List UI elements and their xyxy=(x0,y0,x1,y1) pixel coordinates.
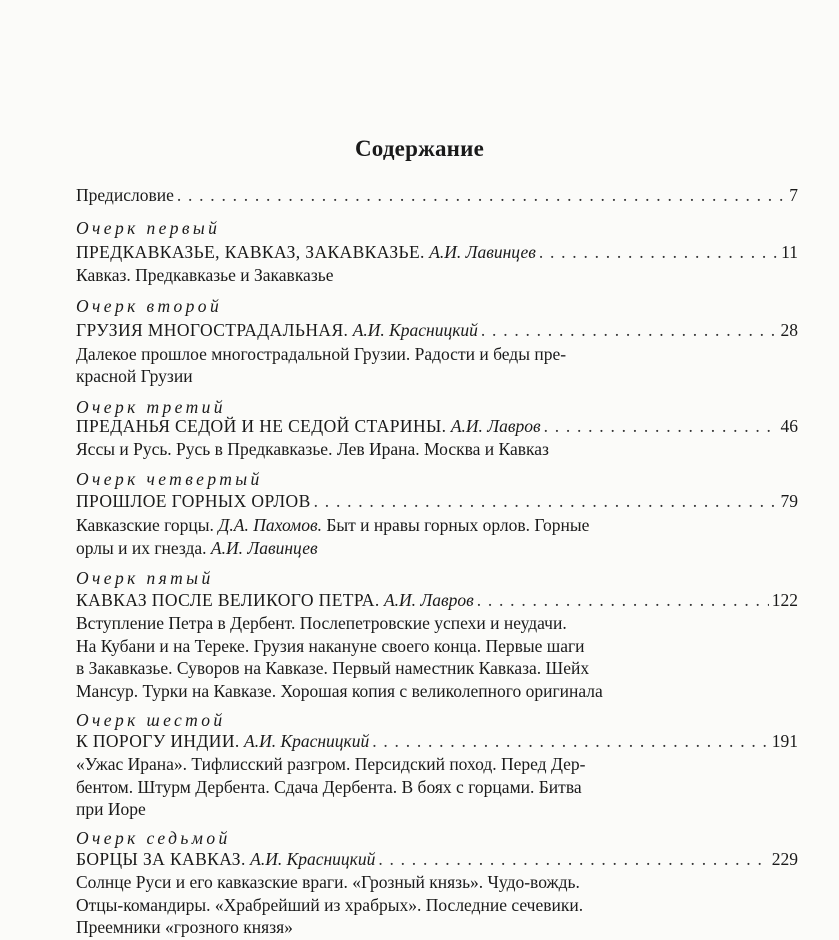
toc-entry-essay-7 xyxy=(76,847,798,871)
dot-leader xyxy=(481,318,778,342)
entry-description: бентом. Штурм Дербента. Сдача Дербента. В боях с горцами. Битва xyxy=(76,777,582,797)
essay-label: Очерк четвертый xyxy=(76,469,263,489)
page-number: 122 xyxy=(771,590,798,610)
entry-author: А.И. Лавров xyxy=(383,590,474,610)
entry-title: БОРЦЫ ЗА КАВКАЗ. xyxy=(76,849,246,869)
entry-description: в Закавказье. Суворов на Кавказе. Первый наместник Кавказа. Шейх xyxy=(76,658,590,678)
entry-description: при Иоре xyxy=(76,799,146,819)
essay-label: Очерк пятый xyxy=(76,568,214,588)
page-title: Содержание xyxy=(355,136,484,161)
entry-title: ПРЕДАНЬЯ СЕДОЙ И НЕ СЕДОЙ СТАРИНЫ. xyxy=(76,416,447,436)
entry-author: А.И. Лавров xyxy=(450,416,541,436)
entry-description: красной Грузии xyxy=(76,366,193,386)
dot-leader xyxy=(177,183,786,207)
entry-description: Вступление Петра в Дербент. Послепетровские успехи и неудачи. xyxy=(76,613,567,633)
desc-text: Кавказские горцы. xyxy=(76,515,219,535)
entry-author: А.И. Лавинцев xyxy=(210,538,318,558)
dot-leader xyxy=(372,729,769,753)
entry-author: Д.А. Пахомов. xyxy=(218,515,322,535)
entry-description: Кавказ. Предкавказье и Закавказье xyxy=(76,265,334,285)
page-number: 229 xyxy=(771,849,798,869)
entry-title: КАВКАЗ ПОСЛЕ ВЕЛИКОГО ПЕТРА. xyxy=(76,590,380,610)
entry-title: ПРЕДКАВКАЗЬЕ, КАВКАЗ, ЗАКАВКАЗЬЕ. xyxy=(76,242,425,262)
entry-description: На Кубани и на Тереке. Грузия накануне своего конца. Первые шаги xyxy=(76,636,585,656)
entry-author: А.И. Красницкий xyxy=(352,320,478,340)
entry-description: Мансур. Турки на Кавказе. Хорошая копия с великолепного оригинала xyxy=(76,681,603,701)
dot-leader xyxy=(544,414,778,438)
page-number: 46 xyxy=(780,416,798,436)
essay-label: Очерк шестой xyxy=(76,710,226,730)
toc-entry-essay-6 xyxy=(76,729,798,753)
entry-description xyxy=(76,513,798,537)
entry-description: Солнце Руси и его кавказские враги. «Грозный князь». Чудо-вождь. xyxy=(76,872,580,892)
entry-title: К ПОРОГУ ИНДИИ. xyxy=(76,731,240,751)
entry-description: Преемники «грозного князя» xyxy=(76,917,293,937)
toc-entry-essay-3 xyxy=(76,414,798,438)
entry-title: Предисловие xyxy=(76,185,174,205)
toc-entry-essay-2 xyxy=(76,318,798,342)
desc-text: орлы и их гнезда. xyxy=(76,538,211,558)
dot-leader xyxy=(539,240,778,264)
entry-title: ГРУЗИЯ МНОГОСТРАДАЛЬНАЯ. xyxy=(76,320,349,340)
toc-entry-essay-1 xyxy=(76,240,798,264)
dot-leader xyxy=(314,489,778,513)
page-number: 11 xyxy=(781,242,798,262)
essay-label: Очерк седьмой xyxy=(76,828,231,848)
essay-label: Очерк второй xyxy=(76,296,223,316)
entry-description: Отцы-командиры. «Храбрейший из храбрых». Последние сечевики. xyxy=(76,895,584,915)
entry-author: А.И. Лавинцев xyxy=(429,242,536,262)
toc-entry-preface xyxy=(76,183,798,207)
essay-label: Очерк третий xyxy=(76,397,226,417)
entry-author: А.И. Красницкий xyxy=(250,849,376,869)
page-number: 28 xyxy=(780,320,798,340)
desc-text: Быт и нравы горных орлов. Горные xyxy=(321,515,590,535)
dot-leader xyxy=(477,588,769,612)
entry-author: А.И. Красницкий xyxy=(244,731,370,751)
entry-description xyxy=(76,536,798,560)
page-number: 7 xyxy=(789,185,798,205)
essay-label: Очерк первый xyxy=(76,218,221,238)
entry-description: Далекое прошлое многострадальной Грузии. Радости и беды пре- xyxy=(76,344,567,364)
entry-description: «Ужас Ирана». Тифлисский разгром. Персидский поход. Перед Дер- xyxy=(76,754,586,774)
toc-entry-essay-4 xyxy=(76,489,798,513)
toc-entry-essay-5 xyxy=(76,588,798,612)
dot-leader xyxy=(378,847,768,871)
entry-title: ПРОШЛОЕ ГОРНЫХ ОРЛОВ xyxy=(76,491,311,511)
entry-description: Яссы и Русь. Русь в Предкавказье. Лев Ирана. Москва и Кавказ xyxy=(76,439,549,459)
page-number: 79 xyxy=(780,491,798,511)
page-number: 191 xyxy=(771,731,798,751)
